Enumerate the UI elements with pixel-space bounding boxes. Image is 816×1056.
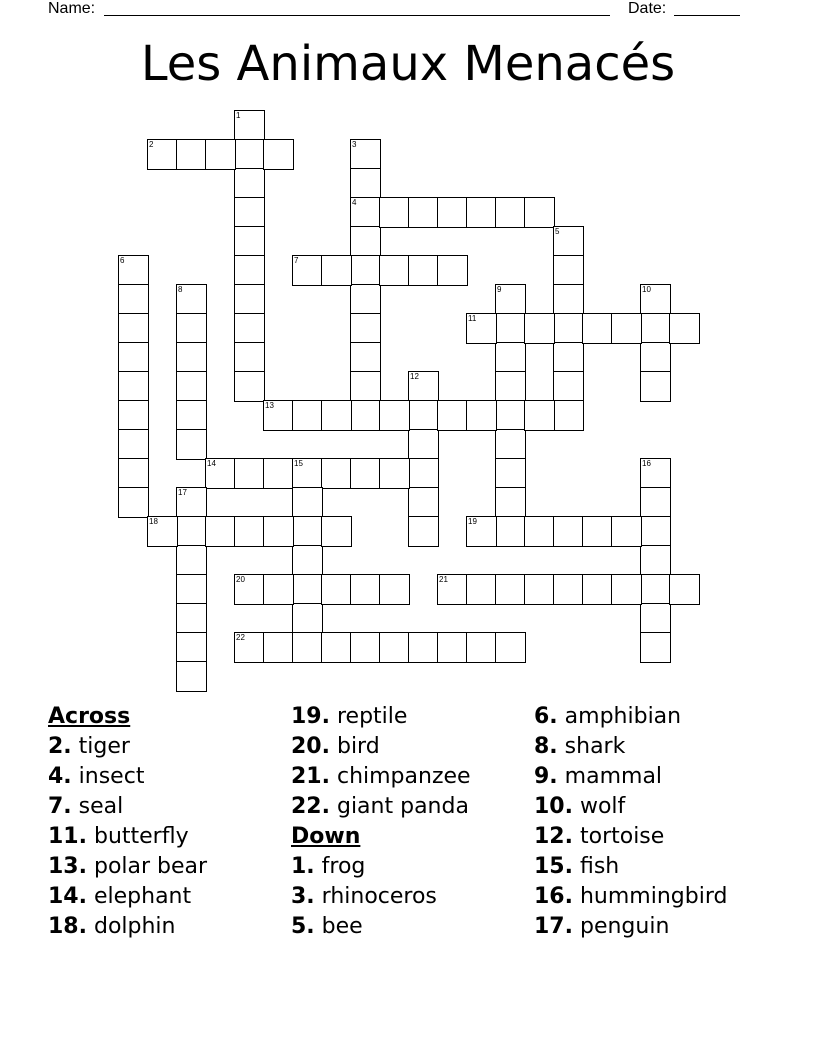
grid-cell[interactable] — [234, 458, 265, 489]
grid-cell[interactable] — [234, 226, 265, 257]
grid-cell[interactable] — [350, 574, 381, 605]
clue-down — [534, 912, 774, 942]
clue-number-label: 10. — [534, 794, 573, 819]
clue-number-label: 19. — [291, 704, 330, 729]
grid-cell[interactable] — [611, 574, 642, 605]
clue-number-label: 13. — [48, 854, 87, 879]
grid-cell[interactable] — [321, 516, 352, 547]
grid-cell[interactable] — [408, 429, 439, 460]
grid-cell[interactable] — [234, 574, 265, 605]
clue-number-label: 16. — [534, 884, 573, 909]
clue-down — [291, 912, 531, 942]
grid-cell[interactable] — [379, 458, 410, 489]
grid-cell[interactable] — [118, 313, 149, 344]
clue-number-label: 5. — [291, 914, 315, 939]
grid-cell[interactable] — [205, 458, 236, 489]
grid-cell[interactable] — [321, 574, 352, 605]
clue-number: 5 — [555, 227, 560, 236]
clue-across — [48, 762, 288, 792]
grid-cell[interactable] — [495, 284, 526, 315]
grid-cell[interactable] — [292, 603, 323, 634]
clue-number: 9 — [497, 285, 502, 294]
clue-across — [291, 702, 531, 732]
grid-cell[interactable] — [292, 487, 323, 518]
clue-number-label: 14. — [48, 884, 87, 909]
grid-cell[interactable] — [292, 400, 323, 431]
clue-number: 1 — [236, 111, 241, 120]
clue-text: frog — [314, 854, 366, 879]
grid-cell[interactable] — [495, 400, 526, 431]
grid-cell[interactable] — [350, 632, 381, 663]
grid-cell[interactable] — [350, 400, 381, 431]
clue-text: penguin — [572, 914, 670, 939]
grid-cell[interactable] — [611, 313, 642, 344]
clue-down — [291, 882, 531, 912]
grid-cell[interactable] — [524, 400, 555, 431]
grid-cell[interactable] — [263, 400, 294, 431]
clue-text: giant panda — [329, 794, 469, 819]
grid-cell[interactable] — [582, 313, 613, 344]
clue-number-label: 6. — [534, 704, 558, 729]
grid-cell[interactable] — [176, 632, 207, 663]
grid-cell[interactable] — [234, 313, 265, 344]
grid-cell[interactable] — [176, 516, 207, 547]
clue-number: 4 — [352, 198, 357, 207]
grid-cell[interactable] — [176, 574, 207, 605]
grid-cell[interactable] — [495, 342, 526, 373]
clue-text: mammal — [557, 764, 663, 789]
grid-cell[interactable] — [640, 487, 671, 518]
clue-across — [48, 732, 288, 762]
grid-cell[interactable] — [466, 632, 497, 663]
clue-text: reptile — [329, 704, 408, 729]
clue-number-label: 2. — [48, 734, 72, 759]
name-label: Name: — [48, 0, 96, 17]
grid-cell[interactable] — [669, 313, 700, 344]
grid-cell[interactable] — [118, 342, 149, 373]
grid-cell[interactable] — [524, 516, 555, 547]
clue-down — [534, 702, 774, 732]
grid-cell[interactable] — [495, 458, 526, 489]
grid-cell[interactable] — [350, 313, 381, 344]
clue-number: 15 — [294, 459, 303, 468]
grid-cell[interactable] — [234, 284, 265, 315]
grid-cell[interactable] — [437, 574, 468, 605]
grid-cell[interactable] — [263, 632, 294, 663]
grid-cell[interactable] — [640, 313, 671, 344]
grid-cell[interactable] — [640, 603, 671, 634]
clue-number-label: 8. — [534, 734, 558, 759]
grid-cell[interactable] — [553, 313, 584, 344]
grid-cell[interactable] — [350, 284, 381, 315]
clue-across — [48, 912, 288, 942]
clue-number: 14 — [207, 459, 216, 468]
clue-text: tortoise — [572, 824, 665, 849]
grid-cell[interactable] — [350, 255, 381, 286]
grid-cell[interactable] — [437, 197, 468, 228]
grid-cell[interactable] — [495, 487, 526, 518]
grid-cell[interactable] — [437, 400, 468, 431]
grid-cell[interactable] — [582, 516, 613, 547]
grid-cell[interactable] — [640, 516, 671, 547]
grid-cell[interactable] — [292, 632, 323, 663]
grid-cell[interactable] — [495, 632, 526, 663]
grid-cell[interactable] — [292, 574, 323, 605]
grid-cell[interactable] — [350, 168, 381, 199]
grid-cell[interactable] — [466, 516, 497, 547]
clue-number-label: 9. — [534, 764, 558, 789]
clue-down — [534, 822, 774, 852]
clue-number-label: 17. — [534, 914, 573, 939]
clue-list — [48, 702, 768, 962]
clue-number: 22 — [236, 633, 245, 642]
grid-cell[interactable] — [408, 400, 439, 431]
clue-down — [534, 882, 774, 912]
grid-cell[interactable] — [640, 574, 671, 605]
grid-cell[interactable] — [553, 574, 584, 605]
grid-cell[interactable] — [176, 545, 207, 576]
clue-text: insect — [71, 764, 145, 789]
grid-cell[interactable] — [263, 458, 294, 489]
grid-cell[interactable] — [118, 429, 149, 460]
clue-text: shark — [557, 734, 626, 759]
grid-cell[interactable] — [553, 255, 584, 286]
grid-cell[interactable] — [321, 458, 352, 489]
clue-number: 2 — [149, 140, 154, 149]
clue-across — [291, 792, 531, 822]
grid-cell[interactable] — [495, 429, 526, 460]
grid-cell[interactable] — [234, 255, 265, 286]
clue-number: 18 — [149, 517, 158, 526]
grid-cell[interactable] — [669, 574, 700, 605]
grid-cell[interactable] — [176, 400, 207, 431]
grid-cell[interactable] — [118, 371, 149, 402]
clue-number-label: 20. — [291, 734, 330, 759]
clue-number: 19 — [468, 517, 477, 526]
clue-text: tiger — [71, 734, 130, 759]
grid-cell[interactable] — [176, 139, 207, 170]
grid-cell[interactable] — [553, 226, 584, 257]
clue-column-3 — [534, 702, 774, 942]
grid-cell[interactable] — [350, 371, 381, 402]
grid-cell[interactable] — [466, 400, 497, 431]
grid-cell[interactable] — [118, 284, 149, 315]
grid-cell[interactable] — [176, 429, 207, 460]
clue-number-label: 3. — [291, 884, 315, 909]
grid-cell[interactable] — [524, 574, 555, 605]
grid-cell[interactable] — [205, 516, 236, 547]
clue-text: elephant — [86, 884, 192, 909]
clue-number-label: 22. — [291, 794, 330, 819]
grid-cell[interactable] — [118, 255, 149, 286]
down-heading: Down — [291, 824, 361, 849]
grid-cell[interactable] — [292, 255, 323, 286]
grid-cell[interactable] — [495, 516, 526, 547]
clue-number-label: 7. — [48, 794, 72, 819]
grid-cell[interactable] — [379, 255, 410, 286]
grid-cell[interactable] — [553, 284, 584, 315]
grid-cell[interactable] — [205, 139, 236, 170]
page-title: Les Animaux Menacés — [140, 36, 676, 92]
clue-text: bird — [329, 734, 380, 759]
grid-cell[interactable] — [495, 197, 526, 228]
clue-across — [48, 792, 288, 822]
clue-text: polar bear — [86, 854, 208, 879]
grid-cell[interactable] — [147, 139, 178, 170]
clue-text: butterfly — [86, 824, 189, 849]
grid-cell[interactable] — [408, 255, 439, 286]
grid-cell[interactable] — [234, 110, 265, 141]
grid-cell[interactable] — [553, 371, 584, 402]
clue-text: hummingbird — [572, 884, 728, 909]
grid-cell[interactable] — [234, 632, 265, 663]
grid-cell[interactable] — [292, 458, 323, 489]
clue-column-1 — [48, 702, 288, 942]
clue-column-2 — [291, 702, 531, 942]
grid-cell[interactable] — [263, 516, 294, 547]
grid-cell[interactable] — [466, 574, 497, 605]
grid-cell[interactable] — [234, 371, 265, 402]
clue-across — [291, 762, 531, 792]
clue-number-label: 18. — [48, 914, 87, 939]
clue-number: 16 — [642, 459, 651, 468]
grid-cell[interactable] — [640, 545, 671, 576]
grid-cell[interactable] — [640, 458, 671, 489]
grid-cell[interactable] — [379, 632, 410, 663]
clue-number: 20 — [236, 575, 245, 584]
clue-number-label: 4. — [48, 764, 72, 789]
grid-cell[interactable] — [582, 574, 613, 605]
grid-cell[interactable] — [234, 342, 265, 373]
clue-text: chimpanzee — [329, 764, 471, 789]
grid-cell[interactable] — [640, 284, 671, 315]
grid-cell[interactable] — [321, 400, 352, 431]
clue-down — [534, 762, 774, 792]
grid-cell[interactable] — [437, 255, 468, 286]
clue-text: rhinoceros — [314, 884, 437, 909]
clue-number-label: 21. — [291, 764, 330, 789]
grid-cell[interactable] — [524, 197, 555, 228]
grid-cell[interactable] — [234, 197, 265, 228]
grid-cell[interactable] — [263, 139, 294, 170]
grid-cell[interactable] — [321, 255, 352, 286]
clue-text: seal — [71, 794, 124, 819]
grid-cell[interactable] — [524, 313, 555, 344]
grid-cell[interactable] — [379, 197, 410, 228]
grid-cell[interactable] — [176, 661, 207, 692]
grid-cell[interactable] — [408, 197, 439, 228]
grid-cell[interactable] — [553, 516, 584, 547]
clue-number: 3 — [352, 140, 357, 149]
grid-cell[interactable] — [408, 516, 439, 547]
grid-cell[interactable] — [118, 458, 149, 489]
clue-text: bee — [314, 914, 363, 939]
grid-cell[interactable] — [350, 342, 381, 373]
grid-cell[interactable] — [176, 487, 207, 518]
clue-across — [291, 732, 531, 762]
clue-down — [291, 852, 531, 882]
grid-cell[interactable] — [118, 400, 149, 431]
across-heading: Across — [48, 704, 131, 729]
grid-cell[interactable] — [234, 168, 265, 199]
clue-number: 10 — [642, 285, 651, 294]
clue-down — [534, 792, 774, 822]
grid-cell[interactable] — [176, 313, 207, 344]
clue-number: 8 — [178, 285, 183, 294]
clue-across — [48, 822, 288, 852]
clue-text: dolphin — [86, 914, 176, 939]
grid-cell[interactable] — [379, 400, 410, 431]
clue-number: 11 — [468, 314, 477, 323]
clue-down — [534, 852, 774, 882]
clue-number-label: 11. — [48, 824, 87, 849]
clue-text: amphibian — [557, 704, 682, 729]
grid-cell[interactable] — [292, 516, 323, 547]
grid-cell[interactable] — [408, 458, 439, 489]
grid-cell[interactable] — [292, 545, 323, 576]
grid-cell[interactable] — [495, 574, 526, 605]
clue-text: fish — [572, 854, 620, 879]
grid-cell[interactable] — [234, 516, 265, 547]
grid-cell[interactable] — [466, 313, 497, 344]
clue-across — [48, 852, 288, 882]
grid-cell[interactable] — [640, 371, 671, 402]
grid-cell[interactable] — [321, 632, 352, 663]
clue-number: 6 — [120, 256, 125, 265]
clue-across — [48, 882, 288, 912]
grid-cell[interactable] — [553, 342, 584, 373]
grid-cell[interactable] — [263, 574, 294, 605]
grid-cell[interactable] — [437, 632, 468, 663]
grid-cell[interactable] — [350, 139, 381, 170]
grid-cell[interactable] — [466, 197, 497, 228]
grid-cell[interactable] — [234, 139, 265, 170]
clue-down — [534, 732, 774, 762]
grid-cell[interactable] — [176, 603, 207, 634]
grid-cell[interactable] — [350, 197, 381, 228]
grid-cell[interactable] — [350, 458, 381, 489]
grid-cell[interactable] — [495, 313, 526, 344]
grid-cell[interactable] — [176, 371, 207, 402]
date-label: Date: — [628, 0, 667, 17]
clue-number: 13 — [265, 401, 274, 410]
clue-number: 17 — [178, 488, 187, 497]
grid-cell[interactable] — [408, 487, 439, 518]
clue-text: wolf — [572, 794, 626, 819]
clue-number-label: 12. — [534, 824, 573, 849]
grid-cell[interactable] — [640, 632, 671, 663]
grid-cell[interactable] — [408, 632, 439, 663]
grid-cell[interactable] — [495, 371, 526, 402]
grid-cell[interactable] — [176, 284, 207, 315]
clue-number-label: 15. — [534, 854, 573, 879]
clue-number: 12 — [410, 372, 419, 381]
grid-cell[interactable] — [118, 487, 149, 518]
grid-cell[interactable] — [350, 226, 381, 257]
grid-cell[interactable] — [147, 516, 178, 547]
grid-cell[interactable] — [176, 342, 207, 373]
grid-cell[interactable] — [379, 574, 410, 605]
grid-cell[interactable] — [553, 400, 584, 431]
clue-number: 7 — [294, 256, 299, 265]
grid-cell[interactable] — [611, 516, 642, 547]
clue-number: 21 — [439, 575, 448, 584]
grid-cell[interactable] — [408, 371, 439, 402]
clue-number-label: 1. — [291, 854, 315, 879]
grid-cell[interactable] — [640, 342, 671, 373]
